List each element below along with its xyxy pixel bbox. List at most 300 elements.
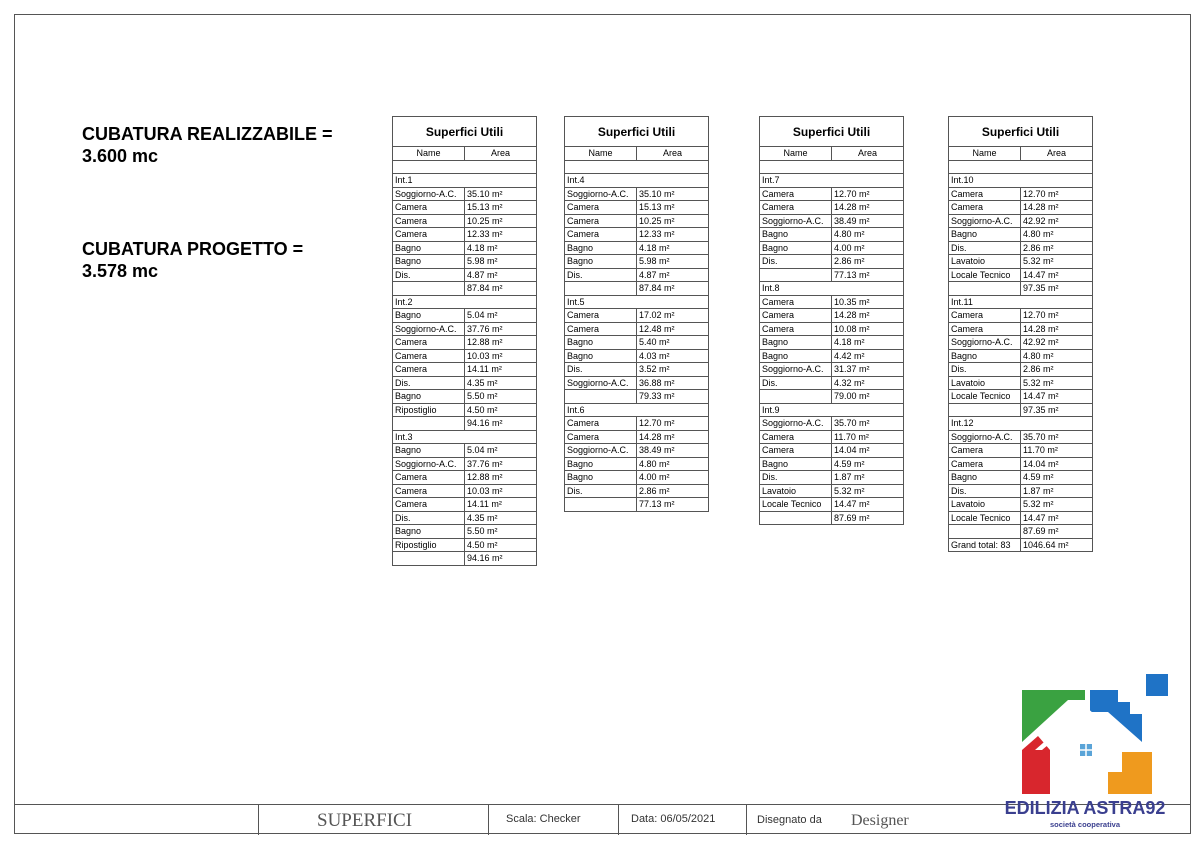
- room-name: Camera: [393, 363, 465, 377]
- group-name: Int.8: [760, 282, 832, 296]
- room-area: 5.04 m²: [465, 444, 537, 458]
- group-spacer: [832, 282, 904, 296]
- room-name: Camera: [393, 349, 465, 363]
- logo-blue-square: [1146, 674, 1168, 696]
- table-row: [949, 444, 1093, 458]
- room-name: Bagno: [393, 309, 465, 323]
- table-row: [949, 390, 1093, 404]
- table-row: [760, 241, 904, 255]
- room-area: 17.02 m²: [637, 309, 709, 323]
- table-total-row: [393, 552, 537, 566]
- table-group-row: [760, 282, 904, 296]
- total-area: 87.69 m²: [832, 511, 904, 525]
- room-area: 4.00 m²: [637, 471, 709, 485]
- room-area: 10.25 m²: [465, 214, 537, 228]
- room-area: 14.28 m²: [832, 201, 904, 215]
- room-name: Lavatoio: [949, 376, 1021, 390]
- table-group-row: [565, 403, 709, 417]
- group-name: Int.11: [949, 295, 1021, 309]
- table-row: [393, 255, 537, 269]
- room-name: Bagno: [565, 241, 637, 255]
- room-name: Dis.: [393, 511, 465, 525]
- table-row: [949, 187, 1093, 201]
- room-area: 5.04 m²: [465, 309, 537, 323]
- room-area: 14.28 m²: [832, 309, 904, 323]
- total-label: [565, 390, 637, 404]
- column-header-area: Area: [832, 147, 904, 161]
- blank-cell: [949, 160, 1093, 174]
- table-row: [949, 309, 1093, 323]
- room-name: Ripostiglio: [393, 538, 465, 552]
- room-area: 14.47 m²: [1021, 511, 1093, 525]
- room-area: 14.47 m²: [1021, 390, 1093, 404]
- room-name: Camera: [565, 430, 637, 444]
- room-name: Locale Tecnico: [949, 390, 1021, 404]
- room-name: Dis.: [565, 363, 637, 377]
- room-area: 5.32 m²: [1021, 376, 1093, 390]
- group-name: Int.5: [565, 295, 637, 309]
- room-area: 15.13 m²: [465, 201, 537, 215]
- table-total-row: [565, 498, 709, 512]
- room-name: Bagno: [393, 255, 465, 269]
- edilizia-astra92-logo: [990, 672, 1180, 834]
- table-row: [949, 241, 1093, 255]
- room-area: 37.76 m²: [465, 457, 537, 471]
- room-name: Bagno: [565, 255, 637, 269]
- room-area: 35.70 m²: [832, 417, 904, 431]
- table-row: [393, 403, 537, 417]
- table-row: [393, 484, 537, 498]
- room-name: Lavatoio: [949, 255, 1021, 269]
- room-area: 12.70 m²: [832, 187, 904, 201]
- room-area: 14.47 m²: [832, 498, 904, 512]
- table-row: [760, 214, 904, 228]
- table-total-row: [949, 403, 1093, 417]
- table-total-row: [760, 511, 904, 525]
- room-area: 5.32 m²: [1021, 498, 1093, 512]
- table-total-row: [565, 390, 709, 404]
- room-name: Bagno: [949, 471, 1021, 485]
- total-label: [565, 498, 637, 512]
- room-name: Bagno: [760, 228, 832, 242]
- room-area: 5.50 m²: [465, 390, 537, 404]
- table-row: [760, 484, 904, 498]
- total-area: 77.13 m²: [832, 268, 904, 282]
- room-area: 4.03 m²: [637, 349, 709, 363]
- table-blank-row: [565, 160, 709, 174]
- table-row: [393, 187, 537, 201]
- room-area: 5.32 m²: [832, 484, 904, 498]
- blank-cell: [393, 160, 537, 174]
- table-row: [393, 349, 537, 363]
- table-group-row: [565, 174, 709, 188]
- table-row: [565, 471, 709, 485]
- room-name: Dis.: [565, 484, 637, 498]
- room-name: Bagno: [760, 457, 832, 471]
- room-area: 14.04 m²: [1021, 457, 1093, 471]
- table-row: [760, 309, 904, 323]
- table-title-row: [949, 117, 1093, 147]
- table-header-row: [949, 147, 1093, 161]
- room-area: 2.86 m²: [832, 255, 904, 269]
- table-row: [760, 336, 904, 350]
- cubatura-realizzabile-label: CUBATURA REALIZZABILE =: [82, 124, 333, 144]
- table-row: [949, 336, 1093, 350]
- logo-subtext: società cooperativa: [1049, 820, 1121, 829]
- room-name: Bagno: [760, 336, 832, 350]
- room-name: Dis.: [760, 376, 832, 390]
- group-spacer: [1021, 417, 1093, 431]
- title-block-data-cell: [618, 805, 747, 835]
- table-total-row: [393, 282, 537, 296]
- table-title-row: [760, 117, 904, 147]
- table-row: [565, 484, 709, 498]
- room-area: 35.10 m²: [465, 187, 537, 201]
- total-label: [393, 282, 465, 296]
- room-area: 36.88 m²: [637, 376, 709, 390]
- total-label: [760, 390, 832, 404]
- room-area: 31.37 m²: [832, 363, 904, 377]
- room-area: 5.40 m²: [637, 336, 709, 350]
- title-block-sheet-cell: [258, 805, 489, 835]
- room-name: Soggiorno-A.C.: [565, 444, 637, 458]
- room-area: 4.18 m²: [465, 241, 537, 255]
- room-area: 12.48 m²: [637, 322, 709, 336]
- room-area: 4.18 m²: [832, 336, 904, 350]
- total-area: 97.35 m²: [1021, 282, 1093, 296]
- room-name: Ripostiglio: [393, 403, 465, 417]
- table-title: Superfici Utili: [760, 117, 904, 147]
- room-name: Camera: [565, 309, 637, 323]
- table-row: [393, 309, 537, 323]
- room-name: Dis.: [565, 268, 637, 282]
- column-header-name: Name: [760, 147, 832, 161]
- disegnato-label: Disegnato da: [757, 814, 822, 826]
- table-row: [565, 268, 709, 282]
- table-header-row: [393, 147, 537, 161]
- group-name: Int.1: [393, 174, 465, 188]
- table-header-row: [760, 147, 904, 161]
- superfici-table-2: [564, 116, 709, 512]
- data-text: Data: 06/05/2021: [631, 813, 716, 825]
- table-group-row: [393, 174, 537, 188]
- room-name: Soggiorno-A.C.: [760, 417, 832, 431]
- table-row: [565, 309, 709, 323]
- room-area: 5.98 m²: [465, 255, 537, 269]
- logo-red-block: [1022, 750, 1050, 794]
- cubatura-progetto-value: 3.578 mc: [82, 261, 159, 281]
- logo-orange-block: [1108, 752, 1152, 794]
- room-area: 5.98 m²: [637, 255, 709, 269]
- table-row: [760, 430, 904, 444]
- room-area: 14.47 m²: [1021, 268, 1093, 282]
- room-name: Dis.: [760, 471, 832, 485]
- room-area: 4.59 m²: [1021, 471, 1093, 485]
- group-spacer: [465, 295, 537, 309]
- room-area: 14.11 m²: [465, 363, 537, 377]
- room-area: 4.18 m²: [637, 241, 709, 255]
- room-area: 10.08 m²: [832, 322, 904, 336]
- table-row: [393, 268, 537, 282]
- table-row: [760, 201, 904, 215]
- total-label: [760, 268, 832, 282]
- room-name: Camera: [393, 484, 465, 498]
- table-blank-row: [393, 160, 537, 174]
- room-area: 4.00 m²: [832, 241, 904, 255]
- room-name: Camera: [949, 457, 1021, 471]
- room-name: Bagno: [393, 241, 465, 255]
- room-area: 2.86 m²: [637, 484, 709, 498]
- table-title: Superfici Utili: [565, 117, 709, 147]
- table-group-row: [393, 295, 537, 309]
- room-area: 11.70 m²: [1021, 444, 1093, 458]
- room-name: Bagno: [565, 336, 637, 350]
- room-name: Camera: [565, 201, 637, 215]
- table-row: [760, 187, 904, 201]
- room-area: 12.70 m²: [637, 417, 709, 431]
- table-row: [760, 471, 904, 485]
- table-row: [949, 457, 1093, 471]
- total-area: 79.33 m²: [637, 390, 709, 404]
- room-name: Bagno: [565, 471, 637, 485]
- column-header-name: Name: [565, 147, 637, 161]
- table-total-row: [565, 282, 709, 296]
- room-name: Camera: [760, 201, 832, 215]
- table-row: [565, 322, 709, 336]
- table-group-row: [760, 403, 904, 417]
- table-group-row: [760, 174, 904, 188]
- table-row: [949, 201, 1093, 215]
- table-row: [760, 444, 904, 458]
- table-total-row: [949, 282, 1093, 296]
- table-row: [393, 201, 537, 215]
- room-name: Soggiorno-A.C.: [760, 214, 832, 228]
- total-label: [393, 417, 465, 431]
- table-row: [393, 363, 537, 377]
- room-area: 14.28 m²: [1021, 322, 1093, 336]
- cubatura-realizzabile-value: 3.600 mc: [82, 146, 159, 166]
- group-spacer: [1021, 174, 1093, 188]
- column-header-area: Area: [465, 147, 537, 161]
- table-row: [760, 295, 904, 309]
- table-row: [393, 376, 537, 390]
- room-area: 10.03 m²: [465, 349, 537, 363]
- table-row: [949, 511, 1093, 525]
- table-row: [760, 457, 904, 471]
- room-area: 14.04 m²: [832, 444, 904, 458]
- table-title: Superfici Utili: [949, 117, 1093, 147]
- room-area: 2.86 m²: [1021, 363, 1093, 377]
- room-name: Camera: [565, 417, 637, 431]
- table-row: [760, 228, 904, 242]
- table-row: [565, 349, 709, 363]
- room-area: 12.70 m²: [1021, 309, 1093, 323]
- table-row: [565, 201, 709, 215]
- room-name: Bagno: [760, 241, 832, 255]
- table-total-row: [393, 417, 537, 431]
- table-row: [565, 444, 709, 458]
- total-area: 87.84 m²: [637, 282, 709, 296]
- total-area: 87.69 m²: [1021, 525, 1093, 539]
- table-total-row: [760, 268, 904, 282]
- total-area: 94.16 m²: [465, 417, 537, 431]
- table-row: [565, 241, 709, 255]
- table-row: [949, 363, 1093, 377]
- group-spacer: [1021, 295, 1093, 309]
- room-name: Soggiorno-A.C.: [393, 187, 465, 201]
- room-name: Camera: [949, 201, 1021, 215]
- room-name: Camera: [393, 471, 465, 485]
- table-total-row: [949, 538, 1093, 552]
- room-area: 4.80 m²: [637, 457, 709, 471]
- room-name: Camera: [760, 430, 832, 444]
- room-name: Camera: [760, 295, 832, 309]
- room-area: 35.10 m²: [637, 187, 709, 201]
- table-row: [949, 228, 1093, 242]
- cubatura-progetto-label: CUBATURA PROGETTO =: [82, 239, 304, 259]
- room-name: Locale Tecnico: [949, 511, 1021, 525]
- room-name: Dis.: [393, 376, 465, 390]
- total-label: [393, 552, 465, 566]
- room-name: Camera: [393, 228, 465, 242]
- room-name: Bagno: [393, 444, 465, 458]
- room-area: 1.87 m²: [1021, 484, 1093, 498]
- total-label: [949, 403, 1021, 417]
- room-name: Dis.: [949, 484, 1021, 498]
- room-area: 12.33 m²: [637, 228, 709, 242]
- table-row: [565, 457, 709, 471]
- logo-text: EDILIZIA ASTRA92: [1004, 798, 1166, 818]
- table-row: [393, 228, 537, 242]
- total-area: 77.13 m²: [637, 498, 709, 512]
- total-area: 97.35 m²: [1021, 403, 1093, 417]
- total-area: 87.84 m²: [465, 282, 537, 296]
- room-name: Bagno: [949, 349, 1021, 363]
- table-row: [949, 268, 1093, 282]
- table-group-row: [565, 295, 709, 309]
- group-name: Int.12: [949, 417, 1021, 431]
- room-area: 3.52 m²: [637, 363, 709, 377]
- room-name: Camera: [760, 444, 832, 458]
- room-area: 12.88 m²: [465, 471, 537, 485]
- house-logo-icon: [990, 672, 1180, 834]
- room-name: Bagno: [565, 457, 637, 471]
- table-row: [760, 363, 904, 377]
- table-row: [565, 255, 709, 269]
- room-name: Dis.: [949, 241, 1021, 255]
- room-area: 4.59 m²: [832, 457, 904, 471]
- room-area: 4.80 m²: [1021, 228, 1093, 242]
- room-name: Soggiorno-A.C.: [393, 457, 465, 471]
- room-name: Camera: [949, 187, 1021, 201]
- room-name: Dis.: [393, 268, 465, 282]
- table-row: [949, 430, 1093, 444]
- table-row: [949, 376, 1093, 390]
- group-spacer: [832, 403, 904, 417]
- column-header-name: Name: [949, 147, 1021, 161]
- table-row: [565, 417, 709, 431]
- table-blank-row: [949, 160, 1093, 174]
- table-row: [949, 322, 1093, 336]
- room-name: Bagno: [393, 390, 465, 404]
- room-area: 11.70 m²: [832, 430, 904, 444]
- table-total-row: [949, 525, 1093, 539]
- table-row: [565, 187, 709, 201]
- group-name: Int.6: [565, 403, 637, 417]
- table-row: [760, 498, 904, 512]
- table-row: [949, 214, 1093, 228]
- room-area: 4.42 m²: [832, 349, 904, 363]
- table-row: [565, 430, 709, 444]
- room-name: Camera: [393, 201, 465, 215]
- table-row: [565, 376, 709, 390]
- table-row: [949, 498, 1093, 512]
- room-name: Camera: [949, 322, 1021, 336]
- room-name: Camera: [760, 187, 832, 201]
- room-area: 14.28 m²: [1021, 201, 1093, 215]
- room-name: Locale Tecnico: [760, 498, 832, 512]
- room-name: Soggiorno-A.C.: [949, 430, 1021, 444]
- scala-text: Scala: Checker: [506, 813, 581, 825]
- table-row: [565, 336, 709, 350]
- room-name: Lavatoio: [760, 484, 832, 498]
- room-area: 38.49 m²: [637, 444, 709, 458]
- room-name: Camera: [393, 498, 465, 512]
- room-name: Soggiorno-A.C.: [949, 336, 1021, 350]
- table-total-row: [760, 390, 904, 404]
- table-row: [565, 214, 709, 228]
- group-spacer: [637, 174, 709, 188]
- room-name: Dis.: [949, 363, 1021, 377]
- group-spacer: [637, 295, 709, 309]
- superfici-table-4: [948, 116, 1093, 552]
- table-row: [393, 538, 537, 552]
- group-name: Int.9: [760, 403, 832, 417]
- room-area: 5.32 m²: [1021, 255, 1093, 269]
- table-title-row: [565, 117, 709, 147]
- room-area: 5.50 m²: [465, 525, 537, 539]
- room-area: 38.49 m²: [832, 214, 904, 228]
- total-label: [565, 282, 637, 296]
- table-group-row: [393, 430, 537, 444]
- table-header-row: [565, 147, 709, 161]
- table-row: [393, 525, 537, 539]
- room-area: 1.87 m²: [832, 471, 904, 485]
- room-name: Soggiorno-A.C.: [565, 187, 637, 201]
- superfici-table-1: [392, 116, 537, 566]
- table-row: [393, 471, 537, 485]
- cubatura-progetto: [82, 238, 303, 282]
- table-row: [565, 363, 709, 377]
- room-name: Bagno: [393, 525, 465, 539]
- table-group-row: [949, 417, 1093, 431]
- room-area: 14.28 m²: [637, 430, 709, 444]
- room-name: Soggiorno-A.C.: [565, 376, 637, 390]
- room-area: 42.92 m²: [1021, 336, 1093, 350]
- room-name: Camera: [393, 214, 465, 228]
- group-spacer: [832, 174, 904, 188]
- group-name: Int.10: [949, 174, 1021, 188]
- room-area: 4.80 m²: [1021, 349, 1093, 363]
- table-row: [393, 457, 537, 471]
- table-row: [760, 376, 904, 390]
- room-name: Camera: [760, 309, 832, 323]
- room-name: Camera: [760, 322, 832, 336]
- room-area: 12.88 m²: [465, 336, 537, 350]
- room-area: 37.76 m²: [465, 322, 537, 336]
- total-area: 94.16 m²: [465, 552, 537, 566]
- group-spacer: [465, 174, 537, 188]
